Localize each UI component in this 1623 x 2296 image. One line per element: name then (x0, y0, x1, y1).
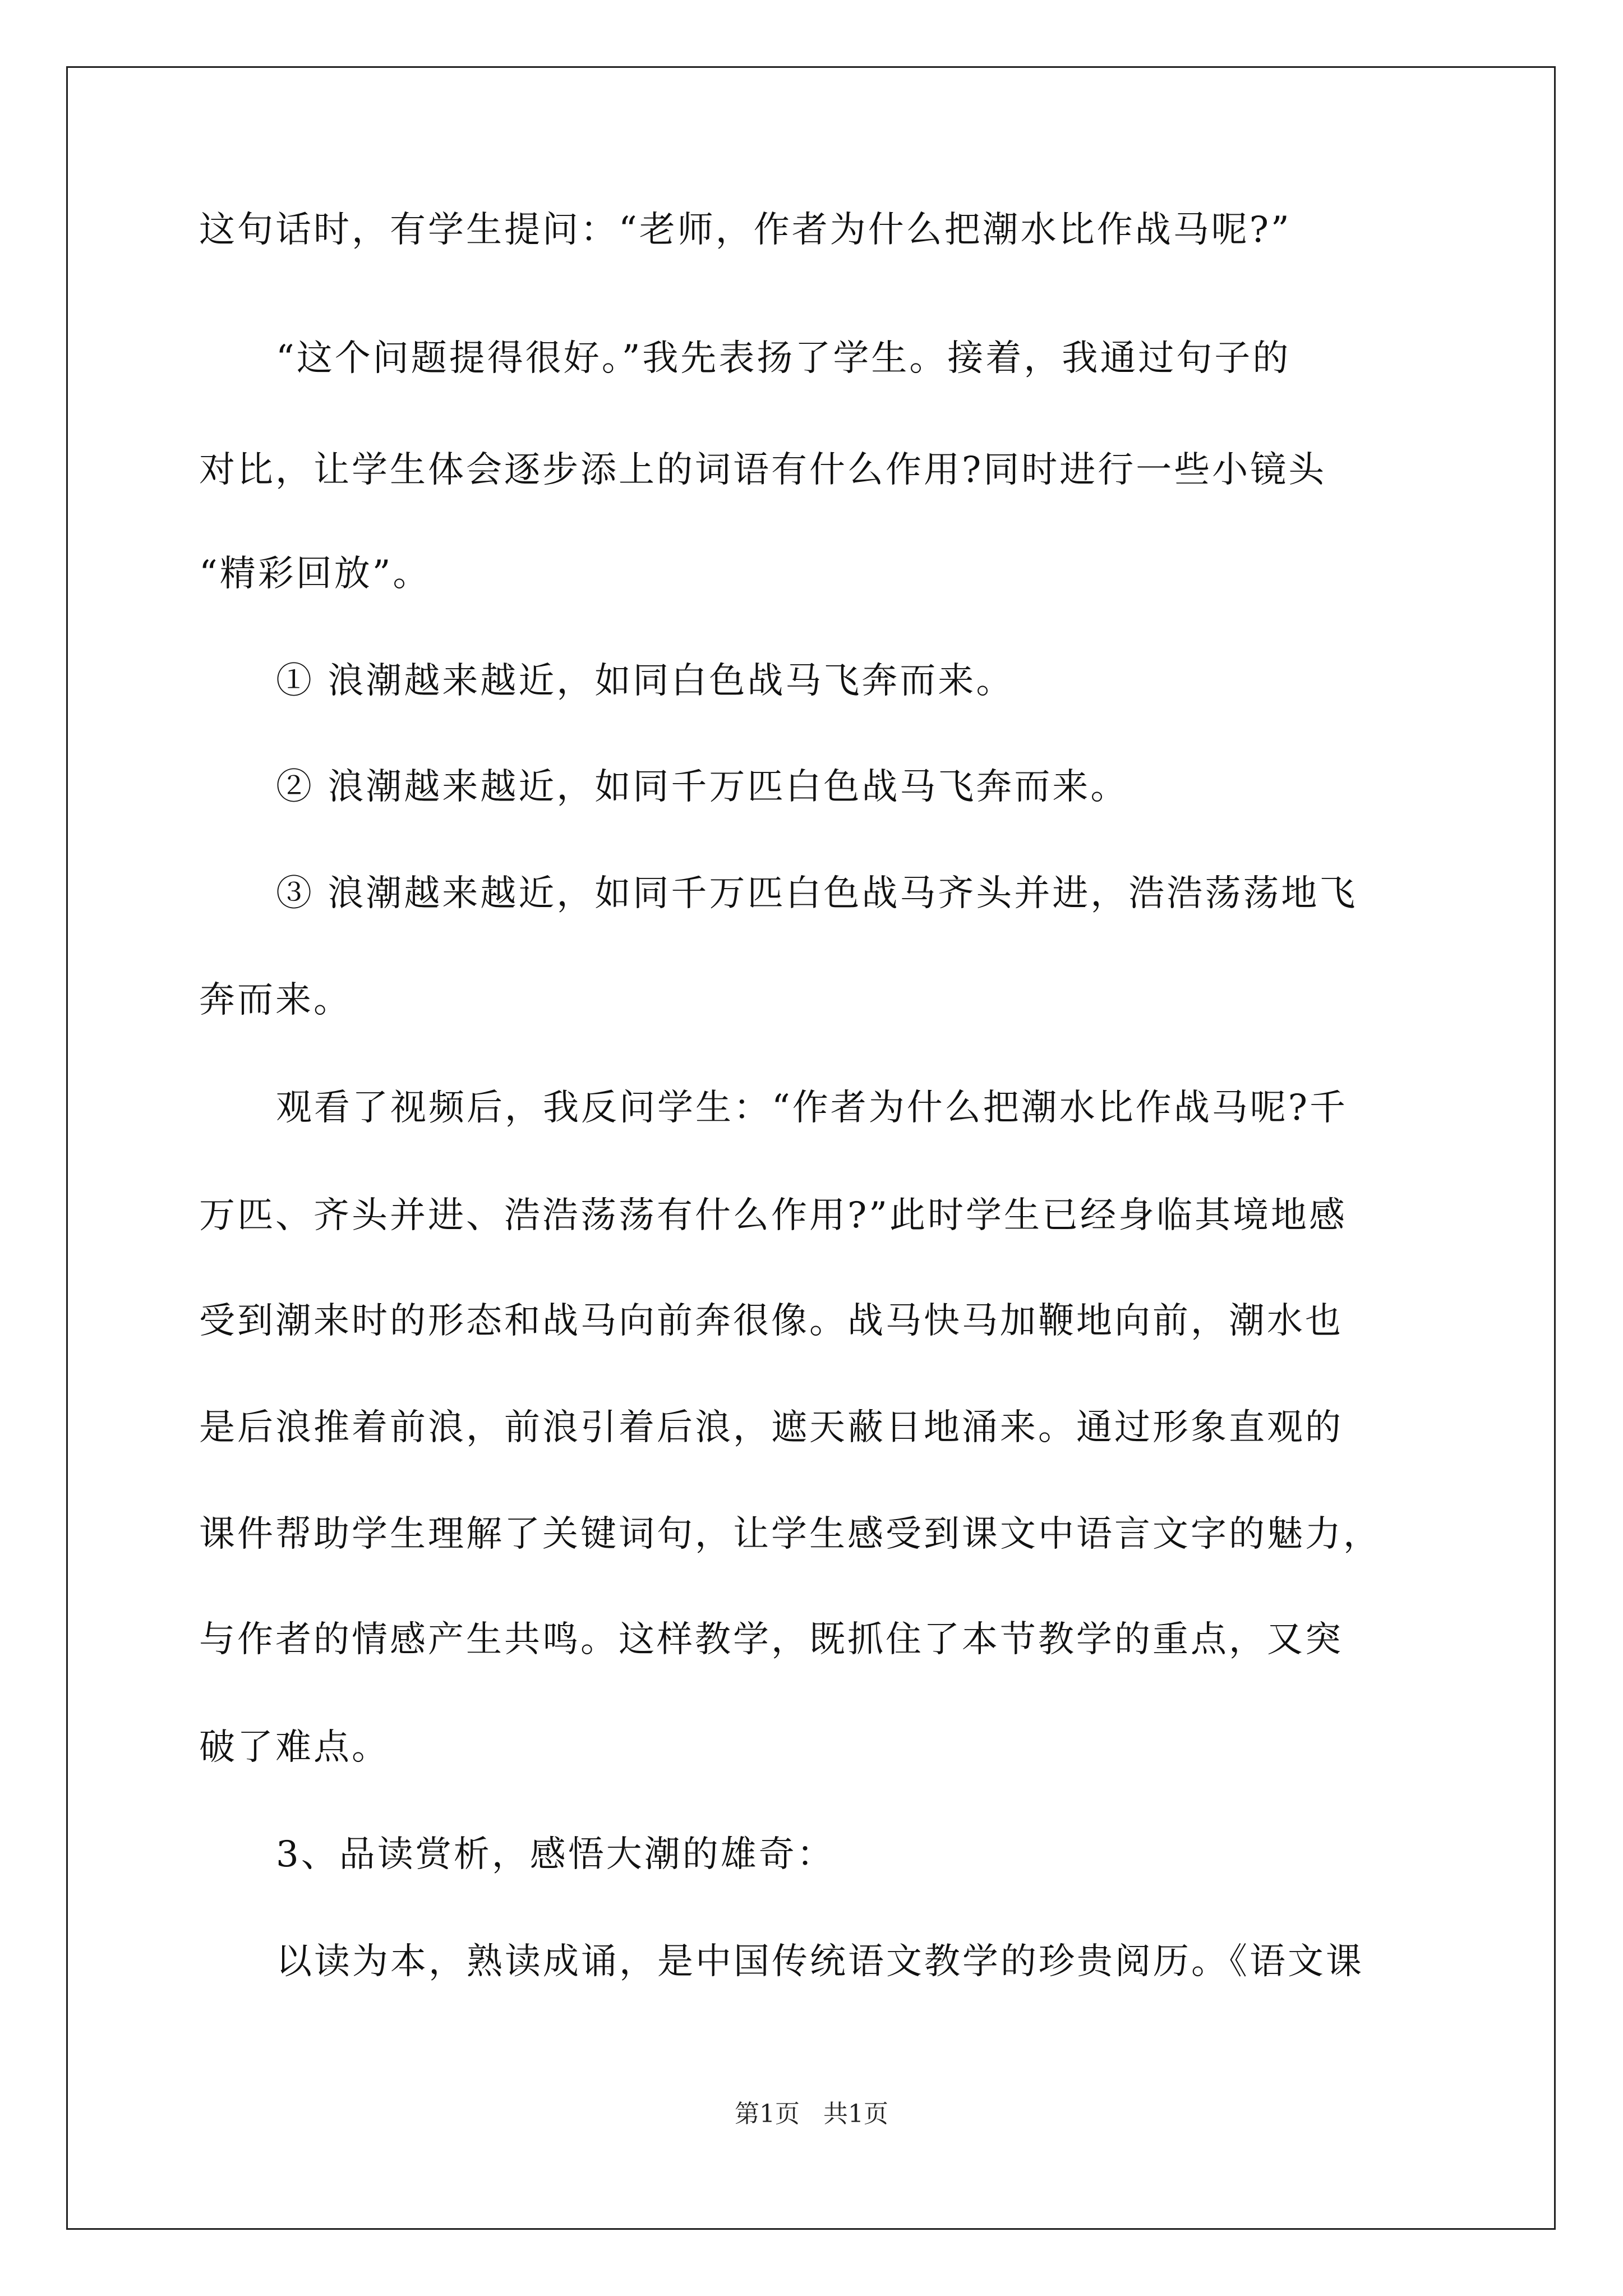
text-line: 万匹、齐头并进、浩浩荡荡有什么作用?”此时学生已经身临其境地感 (199, 1195, 1348, 1236)
list-item: ② 浪潮越来越近，如同千万匹白色战马飞奔而来。 (276, 766, 1129, 808)
text-line: 课件帮助学生理解了关键词句，让学生感受到课文中语言文字的魅力， (199, 1513, 1381, 1555)
list-item: ③ 浪潮越来越近，如同千万匹白色战马齐头并进，浩浩荡荡地飞 (276, 873, 1358, 914)
text-line: 破了难点。 (199, 1727, 390, 1768)
text-line: “精彩回放”。 (199, 553, 431, 595)
text-line: 受到潮来时的形态和战马向前奔很像。战马快马加鞭地向前，潮水也 (199, 1300, 1343, 1342)
text-line: 对比，让学生体会逐步添上的词语有什么作用?同时进行一些小镜头 (199, 449, 1327, 491)
text-line: 奔而来。 (199, 979, 352, 1021)
text-line: “这个问题提得很好。”我先表扬了学生。接着，我通过句子的 (276, 338, 1291, 379)
section-heading: 3、品读赏析，感悟大潮的雄奇： (276, 1834, 835, 1875)
page-border (66, 66, 1556, 2230)
page-footer: 第1页 共1页 (735, 2100, 888, 2128)
text-line: 是后浪推着前浪，前浪引着后浪，遮天蔽日地涌来。通过形象直观的 (199, 1407, 1343, 1448)
text-line: 观看了视频后，我反问学生：“作者为什么把潮水比作战马呢?千 (276, 1087, 1348, 1129)
list-item: ① 浪潮越来越近，如同白色战马飞奔而来。 (276, 660, 1015, 702)
text-line: 这句话时，有学生提问：“老师，作者为什么把潮水比作战马呢?” (199, 209, 1292, 251)
text-line: 与作者的情感产生共鸣。这样教学，既抓住了本节教学的重点，又突 (199, 1619, 1343, 1660)
text-line: 以读为本，熟读成诵，是中国传统语文教学的珍贵阅历。《语文课 (276, 1941, 1364, 1982)
